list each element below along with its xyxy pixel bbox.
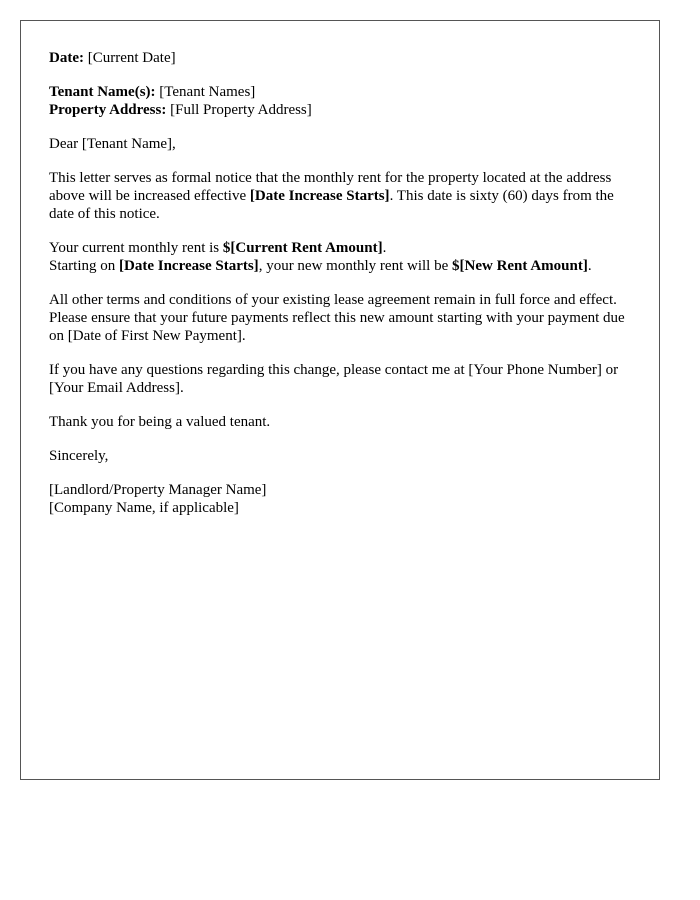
- date-line: [49, 49, 629, 67]
- date-label: Date:: [49, 50, 84, 66]
- notice-text-after: . This date is sixty (60) days from the date of this notice.: [49, 188, 614, 222]
- property-address-label: Property Address:: [49, 102, 167, 118]
- current-rent-suffix: .: [382, 240, 387, 256]
- notice-text-before: This letter serves as formal notice that the monthly rent for the property located at the address above will be increased effective: [49, 170, 612, 204]
- salutation: Dear [Tenant Name],: [49, 136, 176, 152]
- starting-prefix: Starting on: [49, 258, 119, 274]
- signature-company: [Company Name, if applicable]: [49, 500, 239, 516]
- letter-page: [20, 20, 660, 780]
- tenant-name-line: [49, 83, 629, 101]
- new-rent-suffix: .: [587, 258, 592, 274]
- tenant-info-block: [49, 83, 629, 119]
- tenant-name-label: Tenant Name(s):: [49, 84, 156, 100]
- property-address-value: [Full Property Address]: [166, 102, 312, 118]
- effective-date: [Date Increase Starts]: [249, 188, 390, 204]
- current-rent-line: [49, 239, 629, 257]
- signature-block: [49, 481, 629, 517]
- questions-paragraph: If you have any questions regarding this change, please contact me at [Your Phone Number] or [Your Email Address].: [49, 362, 619, 396]
- start-date: [Date Increase Starts]: [119, 258, 259, 274]
- closing: Sincerely,: [49, 448, 109, 464]
- property-address-line: [49, 101, 629, 119]
- rent-increase-letter: [49, 49, 629, 517]
- terms-paragraph: All other terms and conditions of your existing lease agreement remain in full force and effect. Please ensure that your future payments reflect this new amount starting with your payment due on [Date of First New Payment].: [49, 292, 625, 344]
- rent-paragraph: [49, 239, 629, 275]
- new-rent-amount: $[New Rent Amount]: [452, 258, 588, 274]
- signature-name: [Landlord/Property Manager Name]: [49, 482, 267, 498]
- notice-paragraph: [49, 169, 629, 223]
- thanks-paragraph: Thank you for being a valued tenant.: [49, 414, 271, 430]
- date-value: [Current Date]: [83, 50, 176, 66]
- current-rent-amount: $[Current Rent Amount]: [222, 240, 383, 256]
- new-rent-line: [49, 257, 629, 275]
- tenant-name-value: [Tenant Names]: [155, 84, 256, 100]
- current-rent-prefix: Your current monthly rent is: [49, 240, 223, 256]
- new-rent-middle: , your new monthly rent will be: [258, 258, 452, 274]
